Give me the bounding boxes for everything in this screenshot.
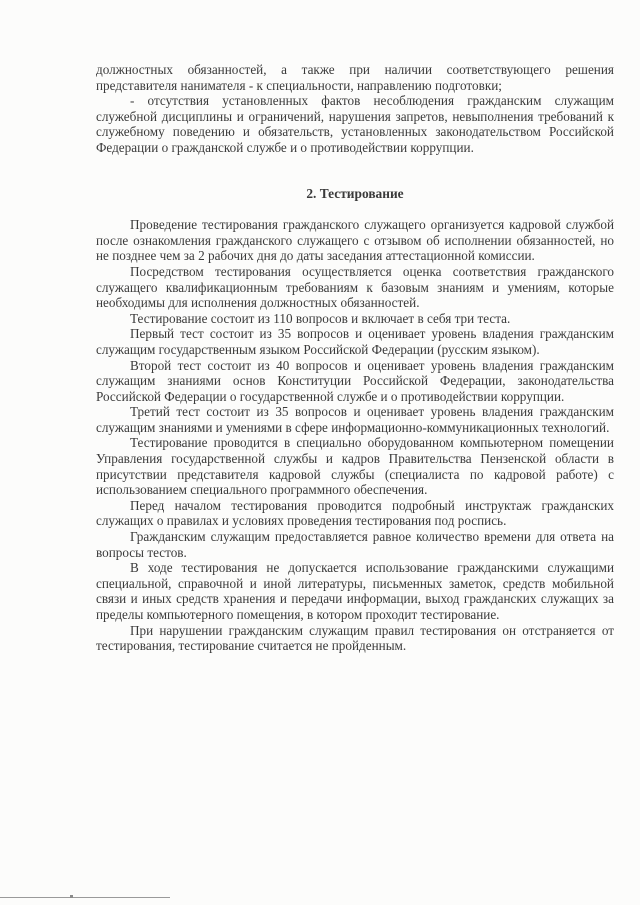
paragraph-testing-location: Тестирование проводится в специально оборудованном компьютерном помещении Управления государственной службы и кадров Правительства Пензенской области в присутствии представителя кадровой службы (специалиста по кадровой работе) с использованием специального программного обеспечения. (96, 435, 614, 498)
footer-divider (0, 897, 170, 898)
paragraph-list-item: - отсутствия установленных фактов несоблюдения гражданским служащим служебной дисциплины и ограничений, нарушения запретов, невыполнения требований к служебному поведению и обязательств, установленных законодательством Российской Федерации о гражданской службе и о противодействии коррупции. (96, 93, 614, 155)
paragraph-continuation: должностных обязанностей, а также при наличии соответствующего решения представителя нанимателя - к специальности, направлению подготовки; (96, 62, 614, 93)
paragraph-testing-purpose: Посредством тестирования осуществляется оценка соответствия гражданского служащего квалификационным требованиям к базовым знаниям и умениям, которые необходимы для исполнения должностных обязанностей. (96, 263, 614, 311)
paragraph-restrictions: В ходе тестирования не допускается использование гражданскими служащими специальной, справочной и иной литературы, письменных заметок, средств мобильной связи и иных средств хранения и передачи информации, выход гражданских служащих за пределы компьютерного помещения, в котором проходит тестирование. (96, 560, 614, 622)
document-body (96, 62, 614, 654)
paragraph-time-allowance: Гражданским служащим предоставляется равное количество времени для ответа на вопросы тестов. (96, 529, 614, 560)
paragraph-violation-consequence: При нарушении гражданским служащим правил тестирования он отстраняется от тестирования, тестирование считается не пройденным. (96, 622, 614, 654)
paragraph-first-test: Первый тест состоит из 35 вопросов и оценивает уровень владения гражданским служащим государственным языком Российской Федерации (русским языком). (96, 326, 614, 357)
paragraph-testing-structure: Тестирование состоит из 110 вопросов и включает в себя три теста. (130, 310, 511, 326)
section-heading: 2. Тестирование (306, 185, 404, 201)
paragraph-testing-organization: Проведение тестирования гражданского служащего организуется кадровой службой после ознакомления гражданского служащего с отзывом об исполнении обязанностей, но не позднее чем за 2 рабочих дня до даты заседания аттестационной комиссии. (96, 217, 614, 264)
paragraph-briefing: Перед началом тестирования проводится подробный инструктаж гражданских служащих о правилах и условиях проведения тестирования под роспись. (96, 497, 614, 529)
paragraph-third-test: Третий тест состоит из 35 вопросов и оценивает уровень владения гражданским служащим знаниями и умениями в сфере информационно-коммуникационных технологий. (96, 404, 614, 435)
paragraph-second-test: Второй тест состоит из 40 вопросов и оценивает уровень владения гражданским служащим знаниями основ Конституции Российской Федерации, законодательства Российской Федерации о государственной службе и о противодействии коррупции. (96, 357, 614, 404)
footer-mark (70, 895, 73, 898)
